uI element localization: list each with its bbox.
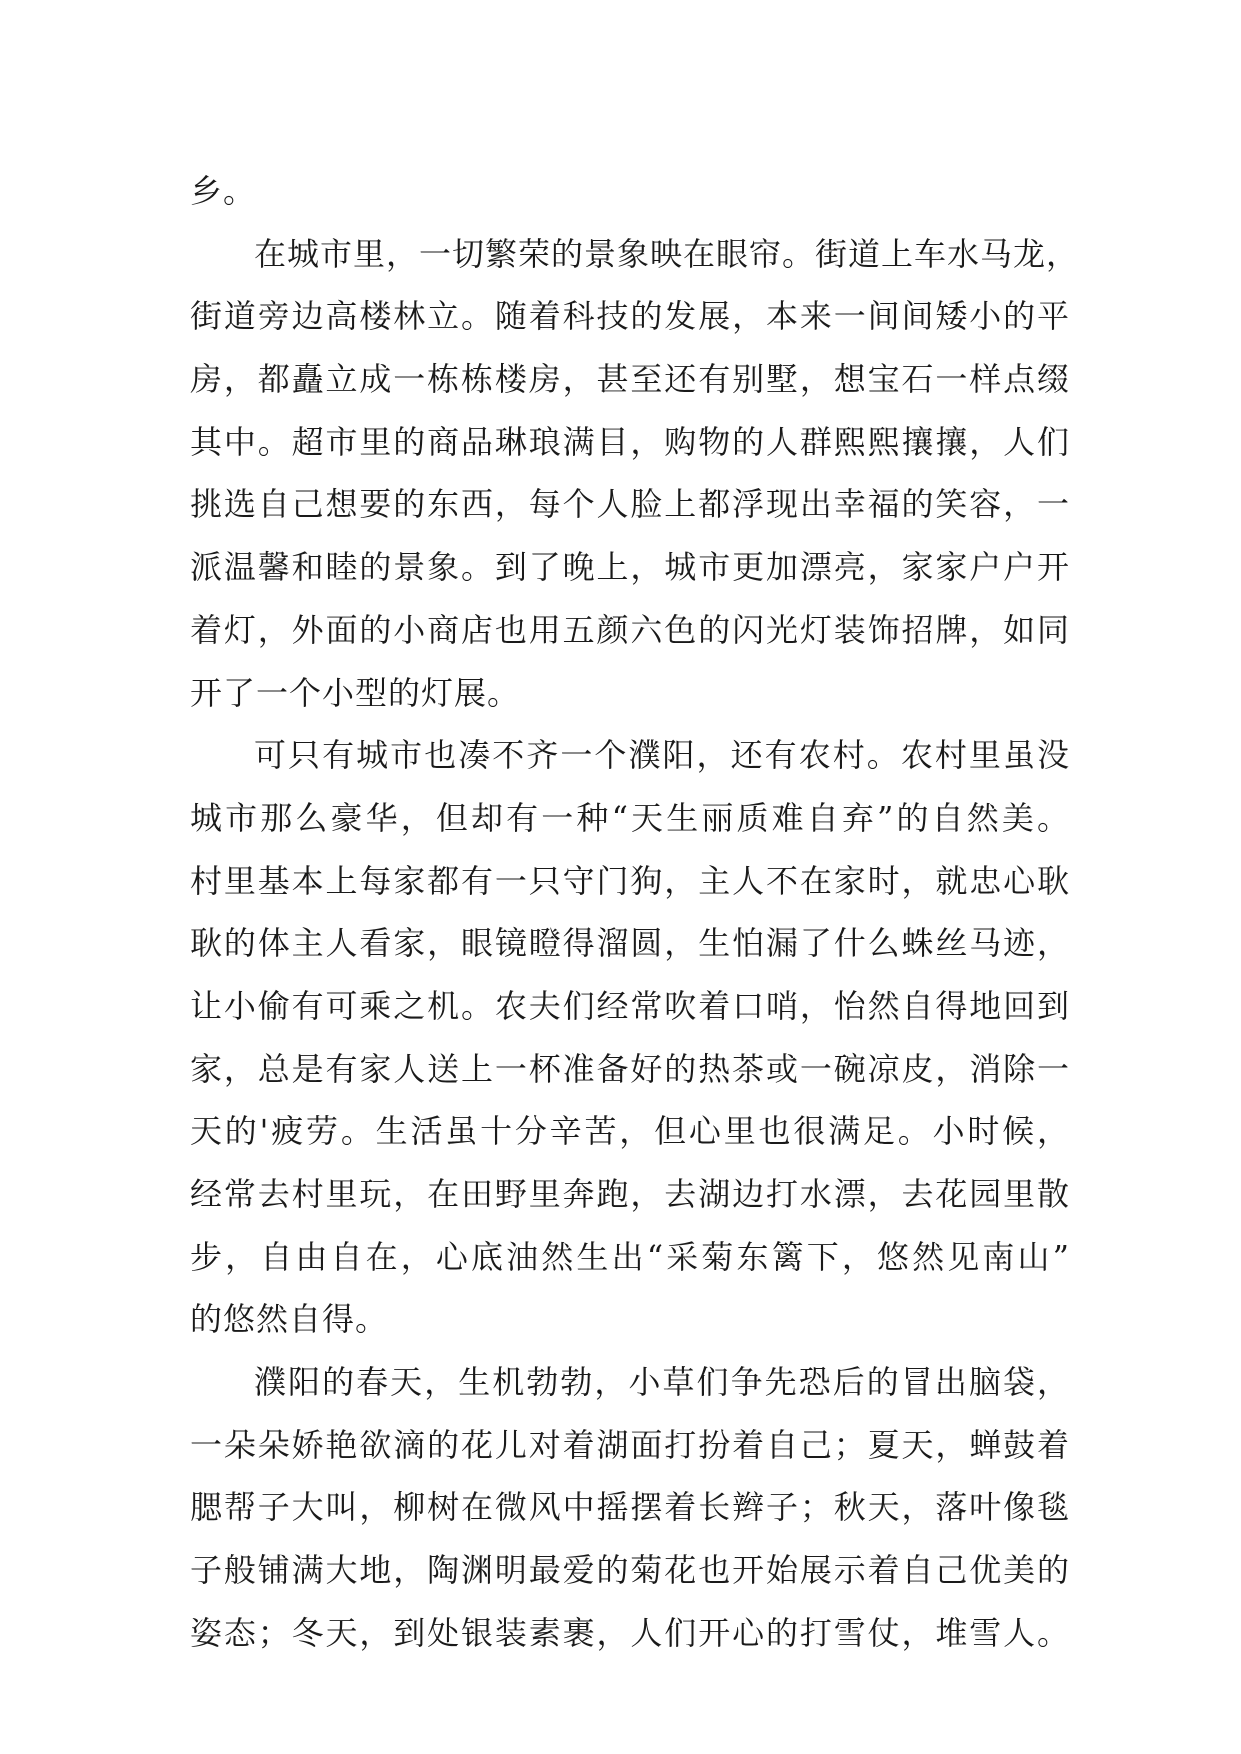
document-body [190,160,1080,1665]
text-line: 在城市里，一切繁荣的景象映在眼帘。街道上车水马龙， [254,234,1080,273]
text-line: 家，总是有家人送上一杯准备好的热茶或一碗凉皮，消除一 [190,1049,1070,1088]
text-line: 的悠然自得。 [190,1300,389,1339]
text-line: 腮帮子大叫，柳树在微风中摇摆着长辫子；秋天，落叶像毯 [190,1488,1070,1527]
text-line: 濮阳的春天，生机勃勃，小草们争先恐后的冒出脑袋， [254,1363,1070,1402]
text-line: 可只有城市也凑不齐一个濮阳，还有农村。农村里虽没 [254,736,1070,775]
text-line: 乡。 [190,172,257,210]
text-line: 一朵朵娇艳欲滴的花儿对着湖面打扮着自己；夏天，蝉鼓着 [190,1425,1070,1464]
text-line: 耿的体主人看家，眼镜瞪得溜圆，生怕漏了什么蛛丝马迹， [190,924,1070,963]
text-line: 房，都矗立成一栋栋楼房，甚至还有别墅，想宝石一样点缀 [190,360,1070,399]
text-line: 子般铺满大地，陶渊明最爱的菊花也开始展示着自己优美的 [190,1551,1070,1590]
text-line: 经常去村里玩，在田野里奔跑，去湖边打水漂，去花园里散 [190,1175,1070,1213]
text-line: 其中。超市里的商品琳琅满目，购物的人群熙熙攘攘，人们 [190,422,1070,461]
text-line: 姿态；冬天，到处银装素裹，人们开心的打雪仗，堆雪人。 [190,1613,1070,1652]
text-line: 派温馨和睦的景象。到了晚上，城市更加漂亮，家家户户开 [190,548,1070,587]
text-line: 村里基本上每家都有一只守门狗，主人不在家时，就忠心耿 [190,861,1070,900]
text-line: 着灯，外面的小商店也用五颜六色的闪光灯装饰招牌，如同 [190,610,1070,649]
text-line: 挑选自己想要的东西，每个人脸上都浮现出幸福的笑容，一 [190,485,1070,524]
text-line: 街道旁边高楼林立。随着科技的发展，本来一间间矮小的平 [190,297,1070,336]
text-line: 开了一个小型的灯展。 [190,673,521,712]
text-line: 天的'疲劳。生活虽十分辛苦，但心里也很满足。小时候， [190,1112,1070,1151]
text-line: 让小偷有可乘之机。农夫们经常吹着口哨，怡然自得地回到 [190,986,1070,1025]
text-line: 步，自由自在，心底油然生出“采菊东篱下，悠然见南山” [190,1237,1070,1276]
text-line: 城市那么豪华，但却有一种“天生丽质难自弃”的自然美。 [190,798,1070,837]
